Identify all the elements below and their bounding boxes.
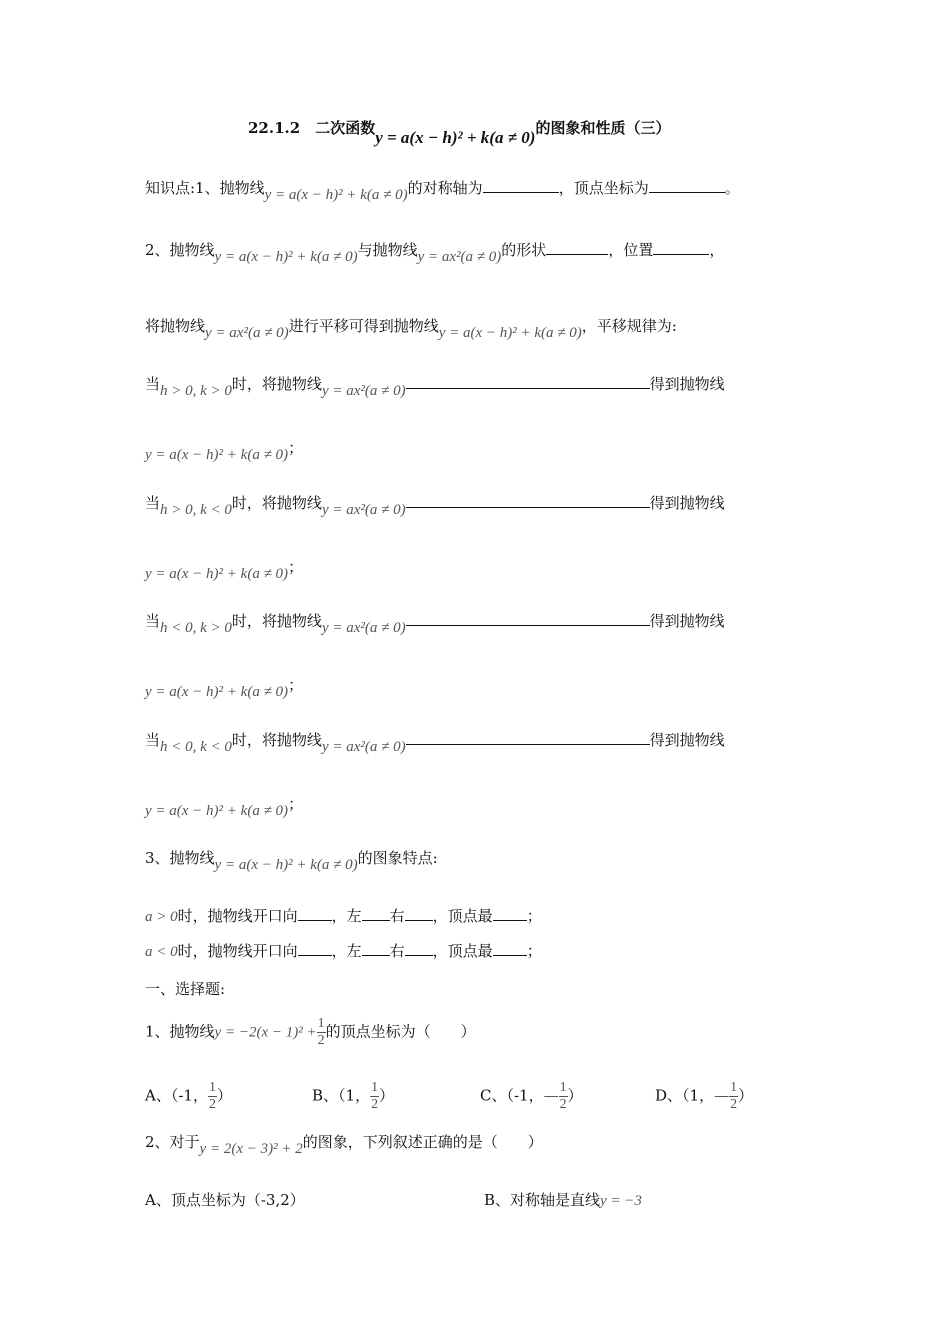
kp3-lead: 3、抛物线 xyxy=(145,849,215,867)
case-semicolon: ； xyxy=(288,558,304,576)
case-result xyxy=(145,676,304,702)
case-condition: h > 0, k < 0 xyxy=(160,502,232,518)
feature-text: 时，抛物线开口向 xyxy=(177,942,298,960)
kp2-mid: 与抛物线 xyxy=(357,241,418,259)
feature-line xyxy=(145,941,542,962)
case-result xyxy=(145,558,304,584)
title-suffix: 的图象和性质（三） xyxy=(535,119,671,137)
knowledge-point-3 xyxy=(145,848,438,873)
kp2-mid2: 的形状 xyxy=(501,241,547,259)
knowledge-point-1 xyxy=(145,178,740,203)
kp2-mid3: ，位置 xyxy=(608,241,654,259)
page-title xyxy=(248,118,671,147)
option-label: A、（-1， xyxy=(145,1086,208,1105)
kp1-lead: 知识点:1、抛物线 xyxy=(145,179,265,197)
option-fraction xyxy=(729,1080,738,1113)
feature-condition: a > 0 xyxy=(145,909,178,925)
kp1-formula: y = a(x − h)² + k(a ≠ 0) xyxy=(264,187,408,203)
case-end: 得到抛物线 xyxy=(649,731,725,749)
kp1-end: 。 xyxy=(724,179,740,197)
translate-line xyxy=(145,316,677,341)
question-2 xyxy=(145,1132,543,1157)
extreme-blank[interactable] xyxy=(493,941,527,956)
feature-condition: a < 0 xyxy=(145,944,178,960)
fraction-denominator: 2 xyxy=(559,1097,567,1112)
extreme-blank[interactable] xyxy=(493,906,527,921)
kp3-end: 的图象特点: xyxy=(357,849,438,867)
option-minus: — xyxy=(543,1086,559,1105)
feature-text: ，左 xyxy=(331,942,362,960)
fraction-denominator: 2 xyxy=(317,1033,325,1048)
title-formula: y = a(x − h)² + k(a ≠ 0) xyxy=(375,128,536,147)
case-formula: y = ax²(a ≠ 0) xyxy=(321,739,406,755)
q1-option-a[interactable] xyxy=(145,1080,232,1113)
option-label: D、（1， xyxy=(655,1086,715,1105)
q1-option-c[interactable] xyxy=(480,1080,583,1113)
option-fraction xyxy=(208,1080,217,1113)
translation-blank[interactable] xyxy=(406,493,650,508)
left-blank[interactable] xyxy=(362,941,390,956)
translate-formula-2: y = a(x − h)² + k(a ≠ 0) xyxy=(438,325,582,341)
right-blank[interactable] xyxy=(405,941,433,956)
case-condition: h < 0, k < 0 xyxy=(160,739,232,755)
case-condition: h < 0, k > 0 xyxy=(160,620,232,636)
case-when: 当 xyxy=(145,731,161,749)
case-when: 当 xyxy=(145,494,161,512)
feature-text: ； xyxy=(526,907,542,925)
feature-text: 右 xyxy=(389,907,405,925)
kp2-end: ， xyxy=(709,241,725,259)
case-line xyxy=(145,611,725,636)
case-line xyxy=(145,374,725,399)
kp3-formula: y = a(x − h)² + k(a ≠ 0) xyxy=(214,857,358,873)
kp2-formula-2: y = ax²(a ≠ 0) xyxy=(417,249,502,265)
fraction-numerator: 1 xyxy=(730,1080,738,1095)
kp1-mid2: ，顶点坐标为 xyxy=(558,179,649,197)
right-blank[interactable] xyxy=(405,906,433,921)
option-label: B、对称轴是直线 xyxy=(484,1191,601,1209)
section-heading: 一、选择题: xyxy=(145,980,226,998)
option-fraction xyxy=(559,1080,568,1113)
title-prefix: 22.1.2 二次函数 xyxy=(248,119,376,137)
case-when: 当 xyxy=(145,375,161,393)
case-formula: y = ax²(a ≠ 0) xyxy=(321,620,406,636)
option-close: ） xyxy=(379,1086,395,1105)
kp2-lead: 2、抛物线 xyxy=(145,241,215,259)
q2-option-a[interactable]: A、顶点坐标为（-3,2） xyxy=(145,1191,305,1209)
feature-text: ，顶点最 xyxy=(432,907,493,925)
option-close: ） xyxy=(738,1086,754,1105)
direction-blank[interactable] xyxy=(298,941,332,956)
fraction-numerator: 1 xyxy=(317,1016,325,1031)
case-result xyxy=(145,795,304,821)
q1-end: 的顶点坐标为（ ） xyxy=(325,1022,476,1041)
case-semicolon: ； xyxy=(288,439,304,457)
feature-text: ，顶点最 xyxy=(432,942,493,960)
kp2-formula-1: y = a(x − h)² + k(a ≠ 0) xyxy=(214,249,358,265)
option-formula: y = −3 xyxy=(600,1193,642,1209)
case-end: 得到抛物线 xyxy=(649,612,725,630)
fraction-numerator: 1 xyxy=(371,1080,379,1095)
fraction-denominator: 2 xyxy=(371,1097,379,1112)
fraction-numerator: 1 xyxy=(559,1080,567,1095)
q1-option-b[interactable] xyxy=(312,1080,394,1113)
q1-option-d[interactable] xyxy=(655,1080,753,1113)
option-fraction xyxy=(370,1080,379,1113)
case-result-formula: y = a(x − h)² + k(a ≠ 0) xyxy=(145,803,289,819)
translate-end: ，平移规律为: xyxy=(581,317,677,335)
q2-formula: y = 2(x − 3)² + 2 xyxy=(199,1141,303,1157)
position-blank[interactable] xyxy=(653,240,709,255)
feature-text: ； xyxy=(526,942,542,960)
case-condition: h > 0, k > 0 xyxy=(160,383,232,399)
option-label: B、（1， xyxy=(312,1086,371,1105)
case-semicolon: ； xyxy=(288,795,304,813)
case-mid: 时，将抛物线 xyxy=(231,731,322,749)
translation-blank[interactable] xyxy=(406,374,650,389)
feature-text: ，左 xyxy=(331,907,362,925)
feature-text: 时，抛物线开口向 xyxy=(177,907,298,925)
q1-formula: y = −2(x − 1)² + xyxy=(214,1024,317,1041)
q1-fraction xyxy=(317,1016,326,1049)
case-mid: 时，将抛物线 xyxy=(231,494,322,512)
question-1 xyxy=(145,1016,476,1049)
case-line xyxy=(145,493,725,518)
case-formula: y = ax²(a ≠ 0) xyxy=(321,502,406,518)
case-mid: 时，将抛物线 xyxy=(231,612,322,630)
translate-mid: 进行平移可得到抛物线 xyxy=(288,317,439,335)
left-blank[interactable] xyxy=(362,906,390,921)
case-result-formula: y = a(x − h)² + k(a ≠ 0) xyxy=(145,566,289,582)
case-line xyxy=(145,730,725,755)
case-mid: 时，将抛物线 xyxy=(231,375,322,393)
translate-formula-1: y = ax²(a ≠ 0) xyxy=(205,325,289,341)
shape-blank[interactable] xyxy=(546,240,608,255)
case-semicolon: ； xyxy=(288,676,304,694)
feature-text: 右 xyxy=(389,942,405,960)
case-end: 得到抛物线 xyxy=(649,494,725,512)
case-result-formula: y = a(x − h)² + k(a ≠ 0) xyxy=(145,447,289,463)
axis-blank[interactable] xyxy=(483,178,559,193)
q2-lead: 2、对于 xyxy=(145,1133,200,1151)
translation-blank[interactable] xyxy=(406,611,650,626)
fraction-denominator: 2 xyxy=(208,1097,216,1112)
fraction-denominator: 2 xyxy=(730,1097,738,1112)
case-result-formula: y = a(x − h)² + k(a ≠ 0) xyxy=(145,684,289,700)
knowledge-point-2 xyxy=(145,240,725,265)
fraction-numerator: 1 xyxy=(208,1080,216,1095)
option-label: C、（-1， xyxy=(480,1086,544,1105)
case-result xyxy=(145,439,304,465)
direction-blank[interactable] xyxy=(298,906,332,921)
option-close: ） xyxy=(216,1086,232,1105)
q2-end: 的图象，下列叙述正确的是（ ） xyxy=(302,1133,543,1151)
feature-line xyxy=(145,906,542,927)
translate-lead: 将抛物线 xyxy=(145,317,206,335)
option-close: ） xyxy=(567,1086,583,1105)
q1-lead: 1、抛物线 xyxy=(145,1022,215,1041)
q2-option-b[interactable] xyxy=(484,1190,642,1211)
case-formula: y = ax²(a ≠ 0) xyxy=(321,383,406,399)
option-minus: — xyxy=(714,1086,730,1105)
kp1-mid: 的对称轴为 xyxy=(407,179,483,197)
vertex-blank[interactable] xyxy=(649,178,725,193)
case-end: 得到抛物线 xyxy=(649,375,725,393)
translation-blank[interactable] xyxy=(406,730,650,745)
case-when: 当 xyxy=(145,612,161,630)
